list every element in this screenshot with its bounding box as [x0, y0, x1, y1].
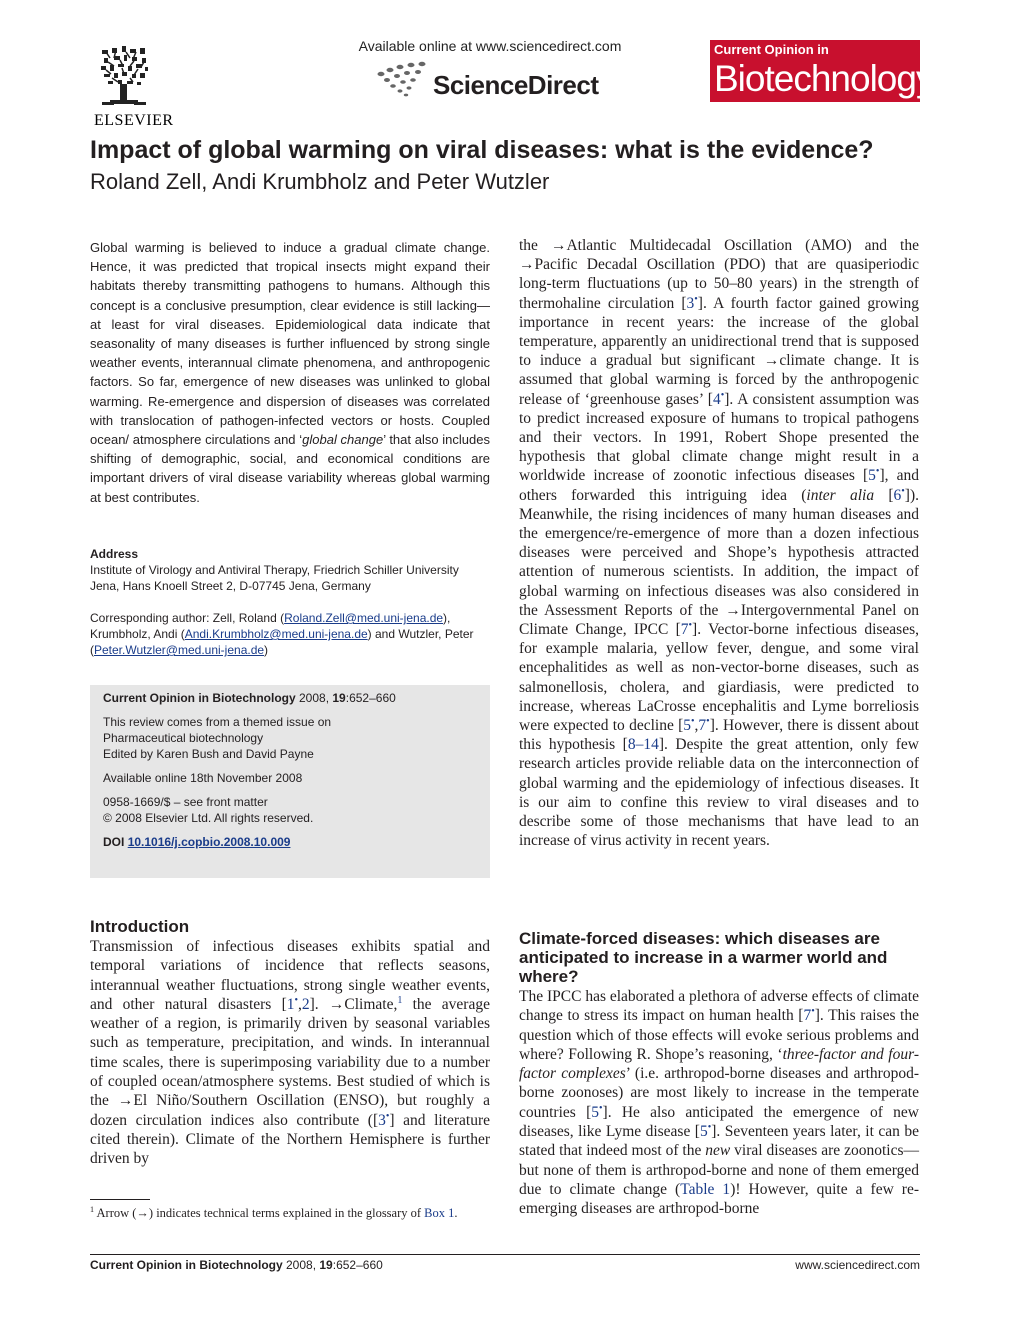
journal-logo: [710, 40, 934, 102]
ref-link-5b[interactable]: [683, 717, 694, 734]
sciencedirect-wordmark: ScienceDirect: [433, 70, 599, 100]
footnote: [90, 1205, 490, 1221]
ref-bullet-icon: •: [294, 994, 299, 1006]
ref-link-5[interactable]: [868, 467, 879, 484]
ref-5d: 5: [699, 1123, 708, 1141]
rc-a8: ]. However, there is dissent about this hypothesis [: [519, 717, 919, 754]
corresponding-line2: [90, 626, 490, 642]
cs-b3: ’ (i.e. arthropod-borne diseases and arthropod-borne zoonoses) are most likely to increase in the temperate countries [: [519, 1065, 919, 1121]
abstract-part2: ’ that also includes shifting of demographic, social, and economical conditions are important drivers of viral disease variability whereas global warming at best contributes.: [90, 432, 490, 505]
sciencedirect-logo[interactable]: [375, 58, 615, 102]
cs-em1: three-factor and four-factor complexes: [519, 1045, 919, 1083]
ref-bullet-icon: •: [811, 1006, 815, 1018]
ref-7: 7: [680, 621, 689, 639]
ref-bullet-icon: •: [901, 485, 905, 497]
ref-bullet-icon: •: [875, 466, 880, 478]
ref-bullet-icon: •: [694, 293, 698, 305]
ref-3b: 3: [686, 294, 695, 312]
info-doi-line: [103, 834, 477, 850]
ref-7c: 7: [803, 1007, 812, 1025]
rc-a4: ], and others forwarded this intriguing idea (: [519, 467, 919, 504]
climate-section-text: [519, 987, 919, 1219]
cs-b6: viral diseases are zoonotics—but none of them is arthropod-borne and none of them emerged due to climate change (: [519, 1142, 919, 1198]
article-title: Impact of global warming on viral diseases: what is the evidence?: [90, 136, 874, 164]
abstract: [90, 238, 490, 507]
info-doi-label: DOI: [103, 835, 125, 849]
footnote-end: .: [454, 1206, 458, 1220]
rc-a2: ]. A fourth factor gained growing importance in recent years: the increase of the global temperature, apparently an unidirectional trend that is supposed to induce a gradual but significant →climate change. It is assumed that global warming is forced by the anthropogenic release of ‘greenhouse gases’ [: [519, 294, 919, 408]
doi-link[interactable]: 10.1016/j.copbio.2008.10.009: [127, 835, 291, 849]
ref-link-7[interactable]: [681, 621, 692, 638]
ref-link-3b[interactable]: [687, 295, 698, 312]
article-info-box: [90, 685, 490, 878]
ref-link-8-14[interactable]: 8–14: [627, 736, 659, 754]
address-line2: Jena, Hans Knoell Street 2, D-07745 Jena, Germany: [90, 579, 371, 593]
corresponding-line1: [90, 610, 490, 626]
email-link-krumbholz[interactable]: Andi.Krumbholz@med.uni-jena.de: [184, 627, 368, 641]
ref-6: 6: [893, 486, 902, 504]
address-line1: Institute of Virology and Antiviral Therapy, Friedrich Schiller University: [90, 563, 459, 577]
info-review-line1: This review comes from a themed issue on: [103, 715, 332, 729]
ref-5: 5: [868, 467, 876, 485]
corresponding-text4: ) and Wutzler, Peter: [367, 627, 474, 641]
footer-journal: Current Opinion in Biotechnology: [90, 1258, 283, 1272]
corresponding-text6: ): [264, 643, 269, 657]
info-year: 2008,: [299, 691, 330, 705]
ref-bullet-icon: •: [688, 619, 693, 631]
corresponding-text2: ),: [443, 611, 451, 625]
corresponding-author: [90, 610, 490, 658]
abstract-part1: Global warming is believed to induce a gradual climate change. Hence, it was predicted that tropical insects might expand their habitats thereby transmitting pathogens to humans. Although this concept is a conclusive presumption, clear evidence is still lacking—at least for viral diseases. Epidemiological data indicate that seasonality of many diseases is further influenced by strong single weather events, interannual climate phenomena, and anthropogenic factors. So far, emergence of new diseases was unlinked to global warming. Re-emergence and dispersion of diseases was correlated with translocation of pathogen-infected vectors or hosts. Coupled ocean/ atmosphere circulations and ‘: [90, 240, 490, 448]
introduction-heading: Introduction: [90, 917, 190, 936]
cs-b1: The IPCC has elaborated a plethora of adverse effects of climate change to stress its impact on human health [: [519, 988, 919, 1025]
address-heading: Address: [90, 547, 139, 561]
ref-1: 1: [286, 995, 295, 1013]
intro-p1: Transmission of infectious diseases exhibits spatial and temporal variations of incidence that reflects seasons, interannual weather fluctuations, strong single weather events, and other natural disasters [: [90, 938, 490, 1013]
corresponding-text5: (: [90, 643, 94, 657]
rc-a3: ]. A consistent assumption was to predict increased exposure of humans to tropical pathogens and their vectors. In 1991, Robert Shope presented the hypothesis that global climate change might result in a worldwide increase of zoonotic infectious diseases [: [519, 390, 919, 485]
ref-link-5d[interactable]: [700, 1123, 711, 1140]
cs-b5: ]. Seventeen years later, it can be stated that indeed most of the: [519, 1123, 919, 1160]
ref-link-7b[interactable]: [698, 717, 709, 734]
footer-citation: [90, 1258, 383, 1272]
corresponding-text1: Corresponding author: Zell, Roland (: [90, 611, 285, 625]
info-issn: 0958-1669/$ – see front matter: [103, 795, 268, 809]
sciencedirect-dots-icon: [375, 60, 435, 98]
available-online-text[interactable]: Available online at www.sciencedirect.com: [358, 38, 622, 54]
footer-pages: :652–660: [332, 1258, 383, 1272]
publisher-name: ELSEVIER: [94, 112, 174, 129]
box1-link[interactable]: Box 1: [424, 1206, 455, 1220]
cs-em2: new: [705, 1142, 731, 1160]
right-column-text: [519, 236, 919, 851]
ref-link-1[interactable]: [287, 996, 298, 1013]
introduction-text: [90, 937, 490, 1169]
table1-link[interactable]: Table 1: [680, 1180, 731, 1198]
footnote-text: Arrow (→) indicates technical terms explained in the glossary of: [94, 1206, 425, 1220]
ref-5b: 5: [683, 717, 692, 735]
footer-volume: 19: [319, 1258, 333, 1272]
corresponding-text3: Krumbholz, Andi (: [90, 627, 185, 641]
rc-a5: [: [874, 486, 894, 504]
ref-link-6[interactable]: [894, 487, 905, 504]
ref-bullet-icon: •: [385, 1110, 390, 1122]
rc-a9: ]. Despite the great attention, only few research articles provide reliable data on the interconnection of global warming and the epidemiology of infectious diseases. It is our aim to confine this review to viral diseases and to describe some of those mechanisms that have lead to an increase of virus activity in recent years.: [519, 736, 919, 850]
info-volume: 19: [332, 691, 346, 705]
abstract-emphasis: global change: [302, 432, 384, 448]
intro-p4: ] and literature cited therein). Climate of the Northern Hemisphere is further driven by: [90, 1111, 491, 1168]
cs-b2: ]. This raises the question which of those effects will evoke serious problems and where? Following R. Shope’s reasoning, ‘: [519, 1007, 919, 1063]
footer-year: 2008,: [286, 1258, 317, 1272]
ref-link-7c[interactable]: [803, 1007, 814, 1024]
rc-a7: ]. Vector-borne infectious diseases, for example malaria, yellow fever, dengue, and some viral encephalitides as well as non-vector-borne diseases, such as salmonellosis, cholera, and giardiasis, were predicted to increase, whereas LaCrosse encephalitis and Lyme borreliosis were expected to decline [: [519, 621, 919, 735]
email-link-zell[interactable]: Roland.Zell@med.uni-jena.de: [284, 611, 444, 625]
inter-alia: inter alia: [806, 486, 875, 504]
footnote-ref-1[interactable]: 1: [397, 994, 403, 1006]
info-citation: [103, 690, 477, 706]
ref-link-4[interactable]: [713, 391, 724, 408]
info-available: Available online 18th November 2008: [103, 771, 303, 785]
cs-b7: )! However, quite a few re-emerging diseases are arthropod-borne: [519, 1180, 920, 1218]
ref-5c: 5: [591, 1103, 599, 1121]
ref-link-5c[interactable]: [591, 1104, 602, 1121]
rc-a1: the →Atlantic Multidecadal Oscillation (AMO) and the →Pacific Decadal Oscillation (PDO) that are quasiperiodic long-term fluctuations (up to 50–80 years) in the strength of thermohaline circulation [: [519, 237, 919, 312]
address-text: [90, 562, 490, 594]
ref-bullet-icon: •: [691, 715, 695, 727]
journal-logo-main: Biotechnology: [714, 58, 934, 99]
info-journal: Current Opinion in Biotechnology: [103, 691, 296, 705]
footnote-number: 1: [90, 1204, 95, 1214]
footnote-divider: [90, 1199, 150, 1200]
rc-a6: ]). Meanwhile, the rising incidences of many human diseases and the emergence/re-emergence of more than a dozen infectious diseases were perceived and Shope’s hypothesis attracted attention of numerous scientists. In addition, the impact of global warming on infectious diseases was also considered in the Assessment Reports of the →Intergovernmental Panel on Climate Change, IPCC [: [519, 486, 919, 639]
ref-7b: 7: [698, 717, 707, 735]
journal-logo-top: Current Opinion in: [714, 42, 829, 57]
ref-bullet-icon: •: [706, 715, 710, 727]
ref-4: 4: [712, 390, 721, 408]
ref-link-2[interactable]: 2: [301, 995, 310, 1013]
ref-3: 3: [378, 1111, 386, 1129]
rc-comma: ,: [694, 717, 699, 735]
intro-p2: ]. →Climate,: [309, 995, 398, 1013]
corresponding-line3: [90, 642, 490, 658]
info-pages: :652–660: [345, 691, 396, 705]
info-copyright: © 2008 Elsevier Ltd. All rights reserved.: [103, 811, 314, 825]
info-review-line2: Pharmaceutical biotechnology: [103, 731, 264, 745]
ref-bullet-icon: •: [720, 389, 725, 401]
ref-bullet-icon: •: [599, 1102, 603, 1114]
article-authors: Roland Zell, Andi Krumbholz and Peter Wutzler: [90, 169, 550, 194]
ref-bullet-icon: •: [707, 1121, 712, 1133]
footer-url[interactable]: www.sciencedirect.com: [795, 1258, 920, 1272]
footer-divider: [90, 1254, 920, 1255]
cs-b4: ]. He also anticipated the emergence of new diseases, like Lyme disease [: [519, 1103, 919, 1141]
email-link-wutzler[interactable]: Peter.Wutzler@med.uni-jena.de: [94, 643, 265, 657]
ref-link-3[interactable]: [378, 1112, 389, 1129]
info-review-line3: Edited by Karen Bush and David Payne: [103, 747, 314, 761]
intro-comma: ,: [298, 995, 302, 1013]
intro-p3: the average weather of a region, is primarily driven by seasonal variables such as temperature, precipitation, and winds. In interannual time scales, there is superimposing variability due to a number of coupled ocean/atmosphere systems. Best studied of which is the →El Niño/Southern Oscillation (ENSO), but roughly a dozen circulation indices also contribute ([: [90, 995, 490, 1129]
climate-section-heading: Climate-forced diseases: which diseases are anticipated to increase in a warmer world and where?: [519, 929, 888, 986]
